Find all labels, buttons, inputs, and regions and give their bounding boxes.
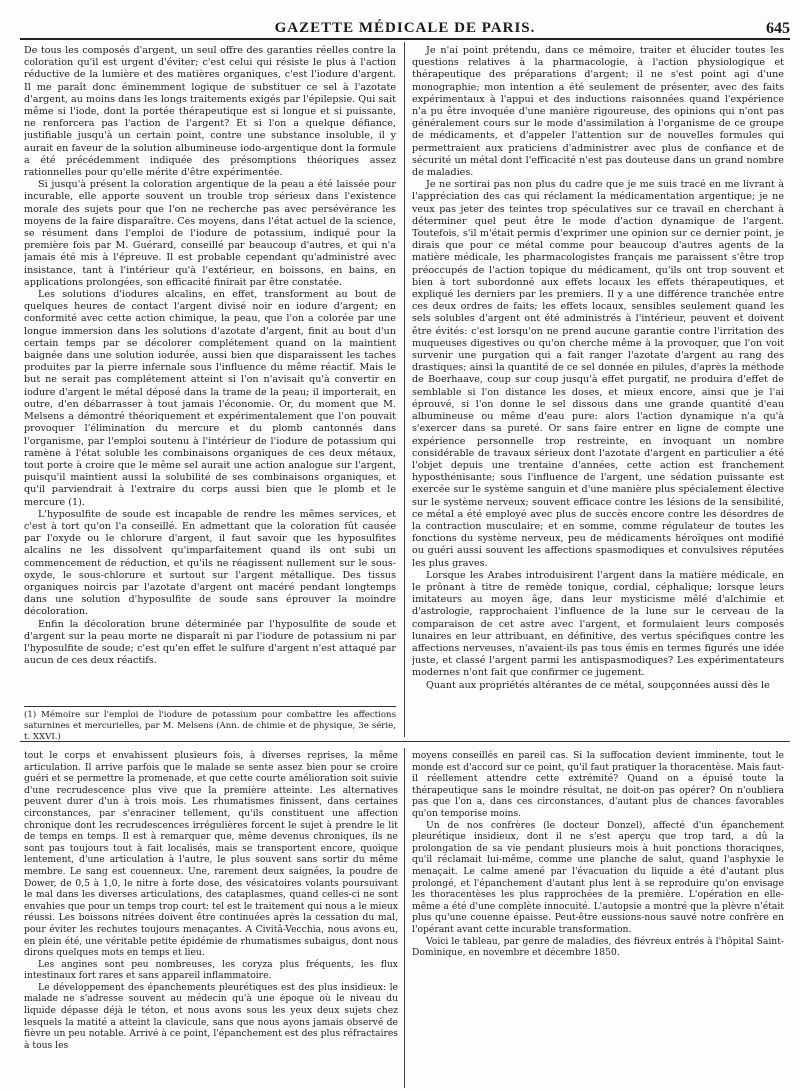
paragraph: Je ne sortirai pas non plus du cadre que je me suis tracé en me livrant à l'appréciation des cas qui réclament la médicamentation argentique; je ne veux pas jeter des teintes trop spéculatives sur ce travail en cherchant à déterminer quel peut être le mode d'action dynamique de l'argent. Toutefois, s'il m'était permis d'exprimer une opinion sur ce dernier point, je dirais que pour ce métal comme pour beaucoup d'autres agents de la matière médicale, les pharmacologistes français me paraissent s'être trop préoccupés de l'action topique du médicament, qu'ils ont trop souvent et bien à tort subordonné aux effets locaux les effets thérapeutiques, et expliqué les derniers par les premiers. Il y a une différence tranchée entre ces deux ordres de faits; les effets locaux, sensibles seulement quand les sels solubles d'argent ont été administrés à l'intérieur, peuvent et doivent être évités: c'est lorsqu'on ne prend aucune garantie contre l'irritation des muqueuses digestives ou qu'on cherche même à la provoquer, que l'on voit survenir une purgation qui a fait ranger l'azotate d'argent au rang des drastiques; ainsi la quantité de ce sel donnée en pilules, d'après la méthode de Boerhaave, coup sur coup jusqu'à effet purgatif, ne produira d'effet de semblable si l'on distance les doses, et mieux encore, ainsi que je l'ai éprouvé, si l'on donne le sel dissous dans une grande quantité d'eau albumineuse ou même d'eau pure: alors l'action dynamique n'a qu'à s'exercer dans sa pureté. Or sans faire entrer en ligne de compte une expérience personnelle trop restreinte, en invoquant un nombre considérable de travaux sérieux dont l'azotate d'argent en particulier a été l'objet depuis une trentaine d'années, cette action est franchement hyposthénisante; sous l'influence de l'argent, une sédation puissante est exercée sur le système sanguin et d'une manière plus spécialement élective sur le système nerveux; souvent efficace contre les lésions de la sensibilité, ce métal a été employé avec plus de succès encore contre les désordres de la contraction musculaire; et en somme, comme régulateur de toutes les fonctions du système nerveux, peu de médicaments héroïques ont modifié ou guéri aussi souvent les affections spasmodiques et convulsives réputées les plus graves. [412,179,784,569]
paragraph: Lorsque les Arabes introduisirent l'argent dans la matière médicale, en le prônant à titre de remède tonique, cordial, céphalique; lorsque leurs imitateurs au moyen âge, dans leur mysticisme mêlé d'alchimie et d'astrologie, rapprochaient l'influence de la lune sur le cerveau de la comparaison de cet astre avec l'argent, et formulaient leurs composés lunaires en leur attribuant, en définitive, des vertus spécifiques contre les affections nerveuses, n'avaient-ils pas tous émis en termes figurés une idée juste, et classé l'argent parmi les antispasmodiques? Les expérimentateurs modernes n'ont fait que confirmer ce jugement. [412,569,784,679]
paragraph: Les solutions d'iodures alcalins, en effet, transforment au bout de quelques heures de contact l'argent divisé noir en iodure d'argent; en conformité avec cette action chimique, la peau, que l'on a colorée par une longue immersion dans les solutions d'azotate d'argent, finit au bout d'un certain temps par se décolorer complétement quand on la maintient baignée dans une solution iodurée, aussi bien que disparaissent les taches produites par la pierre infernale sous l'influence du même réactif. Mais le but ne serait pas complétement atteint si l'on n'avisait qu'à convertir en iodure d'argent le métal déposé dans la trame de la peau; il importerait, en outre, d'en débarrasser à tout jamais l'économie. Or, du moment que M. Melsens a démontré théoriquement et expérimentalement que l'on pouvait provoquer l'élimination du mercure et du plomb cantonnés dans l'organisme, par l'emploi soutenu à l'intérieur de l'iodure de potassium qui ramène à l'état soluble les combinaisons organiques de ces deux métaux, tout porte à croire que le même sel aurait une action analogue sur l'argent, puisqu'il maintient aussi la solubilité de ses combinaisons organiques, et qu'il parviendrait à l'extraire du corps aussi bien que le plomb et le mercure (1). [24,289,396,508]
column-divider-bottom [404,748,405,1088]
column-bottom-right [412,750,784,1085]
paragraph: moyens conseillés en pareil cas. Si la suffocation devient imminente, tout le monde est d'accord sur ce point, qu'il faut pratiquer la thoracentèse. Mais faut-il réellement attendre cette extrémité? Quand on a épuisé toute la thérapeutique sans le moindre résultat, ne doit-on pas opérer? On n'oubliera pas que l'on a, dans ces circonstances, d'autant plus de chances favorables qu'on temporise moins. [412,750,784,819]
paragraph: De tous les composés d'argent, un seul offre des garanties réelles contre la coloration qu'il est urgent d'éviter; c'est celui qui résiste le plus à l'action réductive de la lumière et des matières organiques, c'est l'iodure d'argent. Il me paraît donc éminemment logique de substituer ce sel à l'azotate d'argent, au moins dans les longs traitements exigés par l'épilepsie. Qui sait même si l'iode, dont la portée thérapeutique est si longue et si puissante, ne renforcera pas l'action de l'argent? Et si l'on a quelque défiance, justifiable jusqu'à un certain point, contre une substance insoluble, il y aurait en faveur de la solution albumineuse iodo-argentique dont la formule a été précédemment indiquée des présomptions théoriques assez rationnelles pour qu'elle mérite d'être expérimentée. [24,45,396,179]
column-bottom-left [24,750,398,1085]
footnote-rule [24,706,396,707]
paragraph: Enfin la décoloration brune déterminée par l'hyposulfite de soude et d'argent sur la peau morte ne disparaît ni par l'iodure de potassium ni par l'hyposulfite de soude; c'est qu'en effet le sulfure d'argent n'est attaqué par aucun de ces deux réactifs. [24,618,396,667]
paragraph: Un de nos confrères (le docteur Donzel), affecté d'un épanchement pleurétique insidieux, dont il ne s'est aperçu que trop tard, a dû la prolongation de sa vie pendant plusieurs mois à huit ponctions thoraciques, qu'il réclamait lui-même, comme une planche de salut, quand l'asphyxie le menaçait. Le calme amené par l'évacuation du liquide a été d'autant plus prolongé, et l'épanchement d'autant plus lent à se reproduire qu'on envisage les thoracentèses les plus rapprochées de la première. L'opération en elle-même a été d'une complète innocuité. L'autopsie a montré que la plèvre n'était plus qu'une couenne épaisse. Peut-être eussions-nous sauvé notre confrère en l'opérant avant cette incurable transformation. [412,819,784,935]
paragraph: Quant aux propriétés altérantes de ce métal, soupçonnées aussi dès le [426,679,770,691]
footnote: (1) Mémoire sur l'emploi de l'iodure de potassium pour combattre les affections saturnines et mercurielles, par M. Melsens (Ann. de chimie et de physique, 3e série, t. XXVI.) [24,710,396,742]
paragraph: tout le corps et envahissent plusieurs fois, à diverses reprises, la même articulation. Il arrive parfois que le malade se sente assez bien pour se croire guéri et se permettre la promenade, et que cette courte amélioration soit suivie d'une recrudescence plus vive que la première atteinte. Les alternatives peuvent durer d'un à trois mois. Les rhumatismes finissent, dans certaines circonstances, par s'enraciner tellement, qu'ils constituent une affection chronique dont les recrudescences irrégulières forcent le sujet à prendre le lit de temps en temps. Il est à remarquer que, même devenus chroniques, ils ne sont pas toujours tout à fait localisés, mais se transportent encore, quoique lentement, d'une articulation à l'autre, le plus souvent sans sortir du même membre. Le sang est couenneux. Une, rarement deux saignées, la poudre de Dower, de 0,5 à 1,0, le nitre à forte dose, des vésicatoires volants poursuivant le mal dans les diverses articulations, des cataplasmes, quand celles-ci ne sont envahies que pour un temps trop court: tel est le traitement qui nous a le mieux réussi. Les boissons nitrées doivent être continuées après la cessation du mal, pour éviter les rechutes toujours menaçantes. A Civitâ-Vecchia, nous avons eu, en plein été, une véritable petite épidémie de rhumatismes subaigus, dont nous dirons quelques mots en temps et lieu. [24,750,398,959]
column-top-left [24,45,396,685]
header-rule [20,38,790,40]
running-head [20,8,790,36]
paragraph: Voici le tableau, par genre de maladies, des fiévreux entrés à l'hôpital Saint-Dominique, en novembre et décembre 1850. [412,935,784,959]
column-divider-top [404,42,405,737]
column-top-right [412,45,784,735]
paragraph: Le développement des épanchements pleurétiques est des plus insidieux: le malade ne s'adresse souvent au médecin qu'à une époque où le niveau du liquide dépasse déjà le téton, et nous avons sous les yeux deux sujets chez lesquels la matité a atteint la clavicule, sans que nous ayons jamais observé de fièvre un peu notable. Arrivé à ce point, l'épanchement est des plus réfractaires à tous les [24,981,398,1051]
paragraph: L'hyposulfite de soude est incapable de rendre les mêmes services, et c'est à tort qu'on l'a conseillé. En admettant que la coloration fût causée par l'oxyde ou le chlorure d'argent, il faut savoir que les hyposulfites alcalins ne les dissolvent qu'imparfaitement quand ils ont subi un commencement de réduction, et qu'ils ne réagissent nullement sur le sous-oxyde, le sous-chlorure et surtout sur l'argent métallique. Des tissus organiques noircis par l'azotate d'argent ont macéré pendant longtemps dans une solution d'hyposulfite de soude sans éprouver la moindre décoloration. [24,508,396,618]
paragraph: Je n'ai point prétendu, dans ce mémoire, traiter et élucider toutes les questions relatives à la pharmacologie, à l'action physiologique et thérapeutique des préparations d'argent; il ne s'est point agi d'une monographie; mon intention a été seulement de présenter, avec des faits expérimentaux à l'appui et des inductions raisonnées quand l'expérience n'a pu être invoquée d'une manière rigoureuse, des opinions qui n'ont pas généralement cours sur le mode d'assimilation à l'organisme de ce groupe de médicaments, et d'appeler l'attention sur de nouvelles formules qui permettraient aux praticiens d'administrer avec plus de confiance et de sécurité un métal dont l'efficacité n'est pas douteuse dans un grand nombre de maladies. [412,45,784,179]
page-number: 645 [766,20,790,37]
paragraph: Les angines sont peu nombreuses, les coryza plus fréquents, les flux intestinaux fort rares et sans appareil inflammatoire. [24,958,398,982]
paragraph: Si jusqu'à présent la coloration argentique de la peau a été laissée pour incurable, elle apporte souvent un trouble trop sérieux dans l'existence morale des sujets pour que l'on ne recherche pas avec persévérance les moyens de la faire disparaître. Ces moyens, dans l'état actuel de la science, se résument dans l'emploi de l'iodure de potassium, indiqué pour la première fois par M. Guérard, conseillé par beaucoup d'autres, et qui n'a jamais été mis à l'épreuve. Il est probable cependant qu'administré avec insistance, tant à l'intérieur qu'à l'extérieur, en boissons, en bains, en applications prolongées, son efficacité finirait par être constatée. [24,179,396,288]
journal-title: GAZETTE MÉDICALE DE PARIS. [274,20,536,36]
